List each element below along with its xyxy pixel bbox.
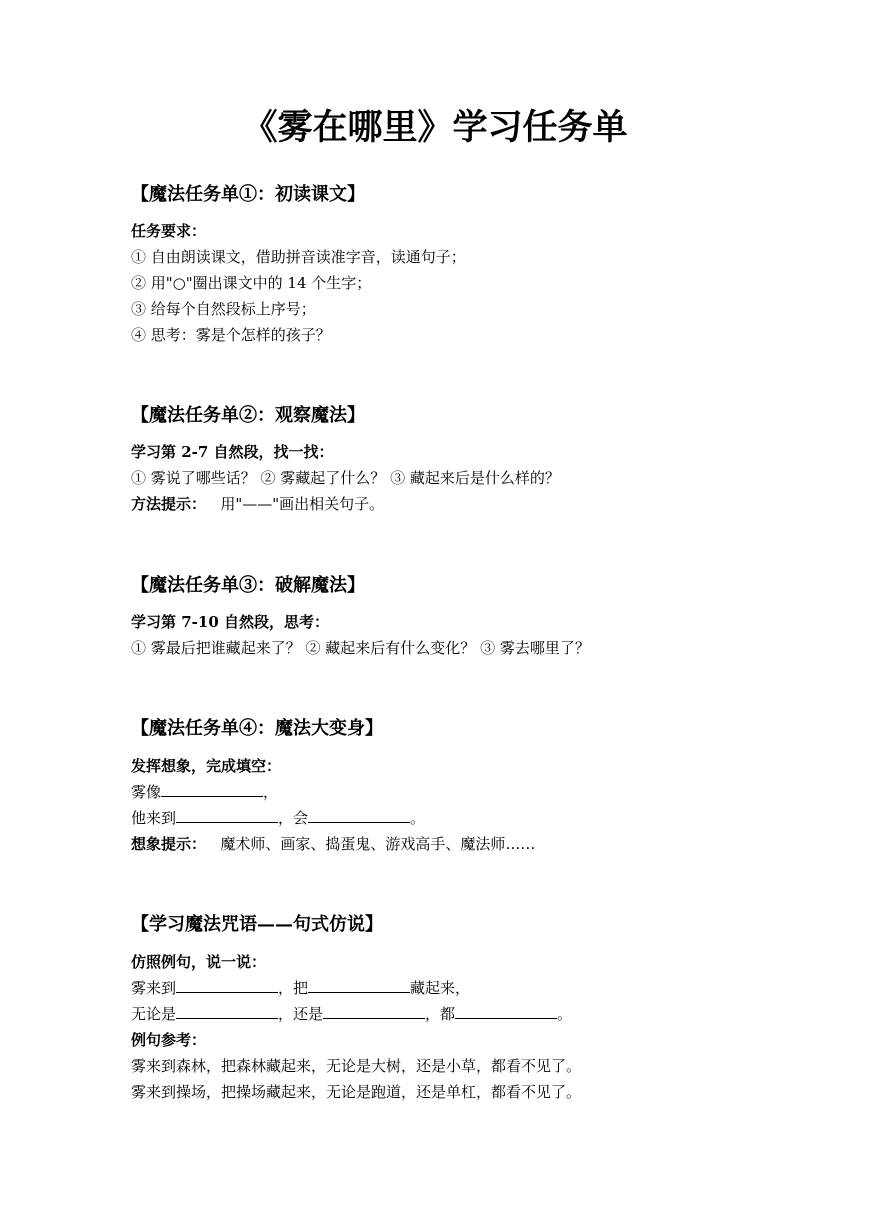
section-1-item-2: ② 用"○"圈出课文中的 14 个生字； bbox=[131, 274, 372, 292]
fill-blank[interactable] bbox=[161, 781, 263, 797]
fill-text: ，把 bbox=[278, 979, 309, 997]
fill-blank[interactable] bbox=[176, 807, 278, 823]
section-4-hint bbox=[131, 833, 535, 855]
section-2-hint-label: 方法提示： bbox=[131, 495, 207, 513]
section-5-example-1: 雾来到森林，把森林藏起来，无论是大树，还是小草，都看不见了。 bbox=[131, 1057, 582, 1075]
section-5-example-2: 雾来到操场，把操场藏起来，无论是跑道，还是单杠，都看不见了。 bbox=[131, 1083, 582, 1101]
fill-blank[interactable] bbox=[323, 1003, 425, 1019]
section-1-item-3: ③ 给每个自然段标上序号； bbox=[131, 300, 316, 318]
section-2-questions: ① 雾说了哪些话？ ② 雾藏起了什么？ ③ 藏起来后是什么样的？ bbox=[131, 469, 560, 487]
fill-text: 。 bbox=[410, 809, 426, 827]
section-2-requirement-label: 学习第 2-7 自然段，找一找： bbox=[131, 443, 334, 461]
section-4-requirement-label: 发挥想象，完成填空： bbox=[131, 757, 282, 775]
fill-text: 他来到 bbox=[131, 809, 177, 827]
section-4-hint-label: 想象提示： bbox=[131, 835, 207, 853]
section-5-requirement-label: 仿照例句，说一说： bbox=[131, 953, 267, 971]
section-4-hint-text: 魔术师、画家、捣蛋鬼、游戏高手、魔法师…… bbox=[220, 835, 536, 853]
section-2-hint bbox=[131, 493, 384, 515]
section-5-fill-line-2 bbox=[131, 1003, 572, 1025]
fill-text: ， bbox=[263, 783, 279, 801]
fill-blank[interactable] bbox=[176, 1003, 278, 1019]
section-3-questions: ① 雾最后把谁藏起来了？ ② 藏起来后有什么变化？ ③ 雾去哪里了？ bbox=[131, 639, 590, 657]
section-3-heading: 【魔法任务单③：破解魔法】 bbox=[131, 575, 365, 596]
section-1-requirement-label: 任务要求： bbox=[131, 222, 207, 240]
section-1-item-4: ④ 思考：雾是个怎样的孩子？ bbox=[131, 326, 331, 344]
section-4-fill-line-2 bbox=[131, 807, 425, 829]
fill-blank[interactable] bbox=[176, 977, 278, 993]
section-2-heading: 【魔法任务单②：观察魔法】 bbox=[131, 405, 365, 426]
fill-text: 。 bbox=[557, 1005, 573, 1023]
section-4-heading: 【魔法任务单④：魔法大变身】 bbox=[131, 718, 383, 739]
fill-blank[interactable] bbox=[455, 1003, 557, 1019]
section-4-fill-line-1 bbox=[131, 781, 278, 803]
section-5-example-label: 例句参考： bbox=[131, 1031, 207, 1049]
fill-text: 无论是 bbox=[131, 1005, 177, 1023]
fill-text: 雾来到 bbox=[131, 979, 177, 997]
fill-blank[interactable] bbox=[308, 807, 410, 823]
fill-text: ，都 bbox=[425, 1005, 456, 1023]
fill-text: ，还是 bbox=[278, 1005, 324, 1023]
fill-text: 雾像 bbox=[131, 783, 162, 801]
section-1-heading: 【魔法任务单①：初读课文】 bbox=[131, 184, 365, 205]
fill-text: 藏起来， bbox=[410, 979, 471, 997]
fill-text: ，会 bbox=[278, 809, 309, 827]
fill-blank[interactable] bbox=[308, 977, 410, 993]
section-1-item-1: ① 自由朗读课文，借助拼音读准字音，读通句子； bbox=[131, 248, 466, 266]
section-5-heading: 【学习魔法咒语——句式仿说】 bbox=[131, 914, 383, 935]
page-title: 《雾在哪里》学习任务单 bbox=[242, 107, 628, 148]
section-2-hint-text: 用"——"画出相关句子。 bbox=[220, 495, 385, 513]
section-5-fill-line-1 bbox=[131, 977, 470, 999]
section-3-requirement-label: 学习第 7-10 自然段，思考： bbox=[131, 613, 329, 631]
